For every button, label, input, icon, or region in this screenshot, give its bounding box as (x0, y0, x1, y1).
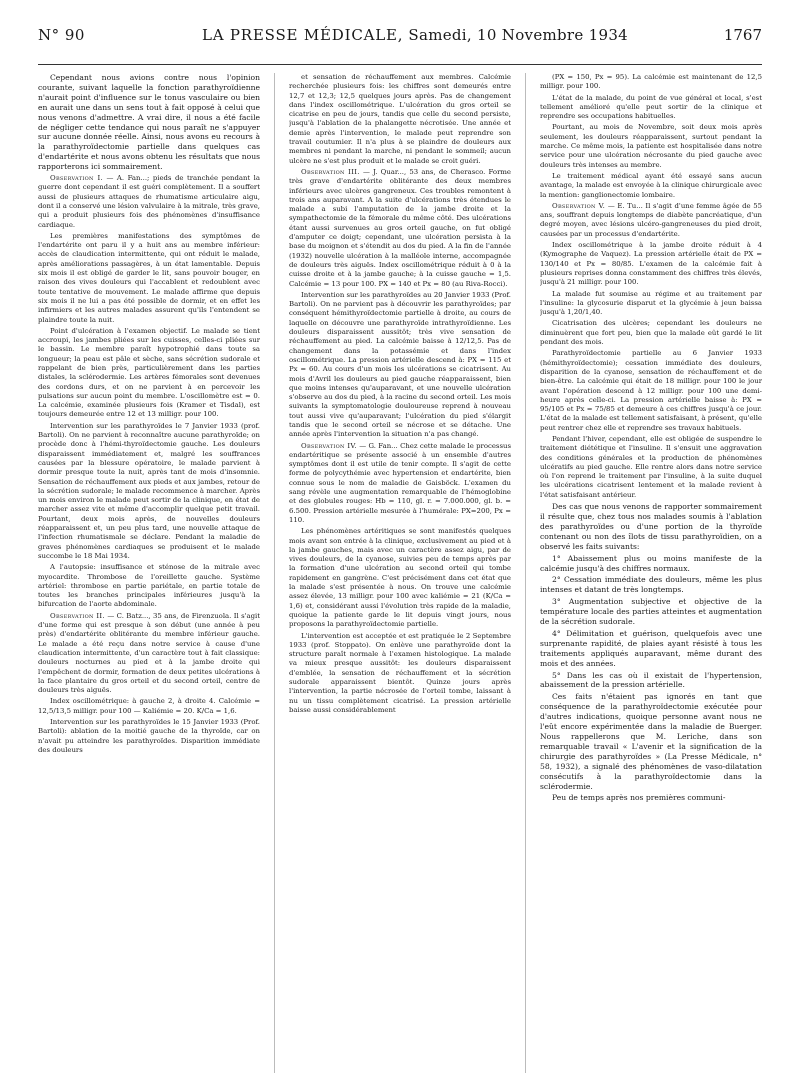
paragraph: Pourtant, au mois de Novembre, soit deux mois après seulement, les douleurs réapparaissent, surtout pendant la marche. Ce même mois, la patiente est hospitalisée dans notre service pour une ulcération nécrosante du pied gauche avec douleurs très intenses au membre. (540, 123, 762, 169)
page-header (38, 26, 762, 60)
list-item: 4° Délimitation et guérison, quelquefois avec une surprenante rapidité, de plaies ayant résisté à tous les traitements appliqués auparavant, même durant des mois et des années. (540, 628, 762, 668)
paragraph: Des cas que nous venons de rapporter sommairement il résulte que, chez tous nos malades soumis à l'ablation des parathyroïdes ou d'une portion de la thyroïde contenant ou non des îlots de tissu parathyroïdien, on a observé les faits suivants: (540, 502, 762, 551)
header-rule (38, 64, 762, 65)
paragraph: Index oscillométrique à la jambe droite réduit à 4 (Kymographe de Vaquez). La pression artérielle était de PX = 130/140 et Px = 80/85. L'examen de la calcémie fait à plusieurs reprises donna constamment des chiffres très élevés, jusqu'à 21 milligr. pour 100. (540, 241, 762, 287)
list-item: 2° Cessation immédiate des douleurs, même les plus intenses et datant de très longtemps. (540, 575, 762, 595)
paragraph: Parathyroïdectomie partielle au 6 Janvier 1933 (hémithyroïdectomie); cessation immédiate des douleurs, disparition de la cyanose, sensation de réchauffement et de bien-être. La calcémie qui était de 18 milligr. pour 100 le jour avant l'opération descend à 12 milligr. pour 100 une demi-heure après celle-ci. La pression artérielle baisse à: PX = 95/105 et Px = 75/85 et demeure à ces chiffres jusqu'à ce jour. L'état de la malade est tellement satisfaisant, à présent, qu'elle peut rentrer chez elle et reprendre ses travaux habituels. (540, 349, 762, 432)
observation-text: — G. Fan... Chez cette malade le processus endartéritique se présente associé à un ensemble d'autres symptômes dont il est utile de tenir compte. Il s'agit de cette forme de polycythémie avec hypertension et endartérite, bien connue sous le nom de maladie de Gaisböck. L'examen du sang révèle une augmentation remarquable de l'hémoglobine et des globules rouges: Hb = 110, gl. r. = 7.000.000, gl. b. = 6.500. Pression artérielle mesurée à l'humérale: PX=200, Px = 110. (289, 441, 511, 524)
observation-label: Observation V. (552, 201, 606, 210)
observation-label: Observation II. (50, 611, 105, 620)
paragraph: Le traitement médical ayant été essayé sans aucun avantage, la malade est envoyée à la clinique chirurgicale avec la mention: ganglionectomie lombaire. (540, 171, 762, 199)
paragraph: Intervention sur les parathyroïdes au 20 Janvier 1933 (Prof. Bartoli). On ne parvient pas à découvrir les parathyroïdes; par conséquent hémithyroïdectomie partielle à droite, au cours de laquelle on découvre une parathyroïde intrathyroïdienne. Les douleurs disparaissent aussitôt; très vive sensation de réchauffement au pied. La calcémie baisse à 12/12,5. Pas de changement dans la potassémie et dans l'index oscillométrique. La pression artérielle descend à: PX = 115 et Px = 60. Au cours d'un mois les ulcérations se cicatrisent. Au mois d'Avril les douleurs au pied gauche réapparaissent, bien que moins intenses qu'auparavant, et une nouvelle ulcération s'observe au dos du pied, à la racine du second orteil. Les mois suivants la symptomatologie douloureuse reprend à nouveau tout aussi vive qu'auparavant; l'ulcération du pied s'élargit tandis que le second orteil se nécrose et se détache. Une année après l'intervention la situation n'a pas changé. (289, 290, 511, 439)
observation-3 (289, 168, 511, 289)
paragraph: L'intervention est acceptée et est pratiquée le 2 Septembre 1933 (prof. Stoppato). On enlève une parathyroïde dont la structure paraît normale à l'examen histologique. La malade va mieux presque aussitôt: les douleurs disparaissent d'emblée, la sensation de réchauffement et la sécrétion sudorale apparaissent bientôt. Quinze jours après l'intervention, la partie nécrosée de l'orteil tombe, laissant à nu un tissu complètement cicatrisé. La pression artérielle baisse aussi considérablement (289, 631, 511, 714)
paragraph: Pendant l'hiver, cependant, elle est obligée de suspendre le traitement diététique et l'insuline. Il s'ensuit une aggravation des conditions générales et la production de phénomènes ulcératifs au pied gauche. Elle rentre alors dans notre service où l'on reprend le traitement par l'insuline, à la suite duquel les ulcérations cicatrisent lentement et la malade revient à l'état satisfaisant antérieur. (540, 434, 762, 499)
page-number: 1767 (723, 26, 762, 44)
paragraph: Intervention sur les parathyroïdes le 15 Janvier 1933 (Prof. Bartoli): ablation de la moitié gauche de la thyroïde, car on n'avait pu atteindre les parathyroïdes. Disparition immédiate des douleurs (38, 717, 260, 754)
column-divider (274, 73, 275, 1073)
column-divider (525, 73, 526, 1073)
observation-text: — A. Fan...; pieds de tranchée pendant la guerre dont cependant il est guéri complètement. Il a souffert aussi de plusieurs attaques de rhumatisme articulaire aigu, dont il a conservé une lésion valvulaire à la mitrale, très grave, qui a produit plusieurs fois des phénomènes d'insuffisance cardiaque. (38, 174, 260, 229)
paragraph: Ces faits n'étaient pas ignorés en tant que conséquence de la parathyroïdectomie exécutée pour d'autres indications, quoique personne avant nous ne l'eût encore expérimentée dans la maladie de Buerger. Nous rappellerons que M. Leriche, dans son remarquable travail « L'avenir et la signification de la chirurgie des parathyroïdes » (La Presse Médicale, n° 58, 1932), a signalé des phénomènes de vaso-dilatation consécutifs à la parathyroïdectomie dans la sclérodermie. (540, 692, 762, 791)
observation-2 (38, 612, 260, 696)
list-item: 3° Augmentation subjective et objective de la température locale des parties atteintes et augmentation de la sécrétion sudorale. (540, 597, 762, 627)
paragraph: L'état de la malade, du point de vue général et local, s'est tellement amélioré qu'elle peut sortir de la clinique et reprendre ses occupations habituelles. (540, 93, 762, 121)
column-3 (540, 73, 762, 1073)
observation-1 (38, 174, 260, 230)
observation-5 (540, 202, 762, 239)
paragraph: Intervention sur les parathyroïdes le 7 Janvier 1933 (prof. Bartoli). On ne parvient à reconnaître aucune parathyroïde; on procède donc à l'hémi-thyroïdectomie gauche. Les douleurs disparaissent immédiatement et, malgré les souffrances causées par la blessure opératoire, le malade parvient à dormir presque toute la nuit, après tant de mois d'insomnie. Sensation de réchauffement aux pieds et aux jambes, retour de la sécrétion sudorale; le malade recommence à marcher. Après un mois environ le malade peut sortir de la clinique, en état de marcher assez vite et même d'accomplir quelque petit travail. Pourtant, deux mois après, de nouvelles douleurs réapparaissent et, un peu plus tard, une nouvelle attaque de l'infection rhumatismale se déclare. Pendant la maladie de graves phénomènes cardiaques se produisent et le malade succombe le 18 Mai 1934. (38, 421, 260, 560)
observation-label: Observation I. (50, 174, 103, 183)
paragraph: Peu de temps après nos premières communi- (552, 793, 726, 803)
paragraph: Cependant nous avions contre nous l'opinion courante, suivant laquelle la fonction parathyroïdienne n'aurait point d'influence sur le tonus vasculaire ou bien en aurait une dans un sens tout à fait opposé à celui que nous venons d'admettre. A vrai dire, il nous a été facile de négliger cette tendance qui nous paraît ne s'appuyer sur aucune donnée réelle. Ainsi, nous avons eu recours à la parathyroïdectomie partielle dans quelques cas d'endartérite et nous avons obtenu les résultats que nous rapporterons ici sommairement. (38, 73, 260, 172)
paragraph: Point d'ulcération à l'examen objectif. Le malade se tient accroupi, les jambes pliées sur les cuisses, celles-ci pliées sur le bassin. Le membre paraît hypotrophié dans toute sa longueur; la peau est pâle et sèche, sans sécrétion sudorale et rappelant de bien près, particulièrement dans les parties distales, la sclérodermie. Les artères fémorales sont devenues des cordons durs, et on ne parvient à en percevoir les pulsations sur aucun point du membre. L'oscillomètre est = 0. La calcémie, examinée plusieurs fois (Kramer et Tisdal), est toujours demeurée entre 12 et 13 milligr. pour 100. (38, 326, 260, 419)
issue-date: Samedi, 10 Novembre 1934 (408, 26, 629, 44)
observation-text: — J. Quar..., 53 ans, de Cherasco. Forme très grave d'endartérite oblitérante des deux membres inférieurs avec ulcères gangreneux. Ces troubles remontent à trois ans auparavant. A la suite d'ulcérations très étendues le malade a subi l'amputation de la jambe droite et la sympathectomie de la fémorale du même côté. Des ulcérations étant aussi survenues au gros orteil gauche, on fut obligé d'amputer ce doigt; cependant, une ulcération persista à la base du moignon et s'étendit au dos du pied. A la fin de l'année (1932) nouvelle ulcération à la malléole interne, accompagnée de douleurs très aiguës. Index oscillométrique réduit à 0 à la cuisse droite et à la jambe gauche; à la cuisse gauche = 1,5. Calcémie = 13 pour 100. PX = 140 et Px = 80 (au Riva-Rocci). (289, 167, 511, 288)
journal-title-line (128, 26, 702, 44)
paragraph: Les premières manifestations des symptômes de l'endartérite ont paru il y a huit ans au membre inférieur: accès de claudication intermittente, qui ont réduit le malade, après améliorations passagères, à un état lamentable. Depuis six mois il est obligé de garder le lit, sans pouvoir bouger, en raison des vives douleurs qui l'accablent et redoublent avec toute tentative de mouvement. Le malade affirme que depuis six mois il ne lui a pas été possible de dormir, et en effet les infirmiers et les autres malades assurent qu'ils l'entendent se plaindre toute la nuit. (38, 231, 260, 324)
article-columns (38, 73, 762, 1073)
observation-text: — E. Tu... Il s'agit d'une femme âgée de 55 ans, souffrant depuis longtemps de diabète pancréatique, d'un degré moyen, avec lésions ulcéro-gangreneuses du pied droit, causées par un processus d'endartérite. (540, 201, 762, 238)
observation-label: Observation III. (301, 167, 360, 176)
observation-text: — C. Batz..., 35 ans, de Firenzuola. Il s'agit d'une forme qui est presque à son début (une année à peu près) d'endartérite oblitérante du membre inférieur gauche. Le malade a été reçu dans notre service à cause d'une claudication intermittente, d'un caractère tout à fait classique: douleurs nocturnes au pied et à la jambe droite qui l'empêchent de dormir, formation de deux petites ulcérations à la face plantaire du gros orteil et du second orteil, centre de douleurs très aiguës. (38, 611, 260, 695)
journal-name: LA PRESSE MÉDICALE, (201, 26, 404, 44)
paragraph: La malade fut soumise au régime et au traitement par l'insuline: la glycosurie disparut et la glycémie à jeun baissa jusqu'à 1,20/1,40. (540, 289, 762, 317)
paragraph: (PX = 150, Px = 95). La calcémie est maintenant de 12,5 milligr. pour 100. (540, 73, 762, 91)
observation-4 (289, 442, 511, 526)
paragraph: Cicatrisation des ulcères; cependant les douleurs ne diminuèrent que fort peu, bien que la malade eût gardé le lit pendant des mois. (540, 319, 762, 347)
list-item: 5° Dans les cas où il existait de l'hypertension, abaissement de la pression artérielle. (540, 670, 762, 690)
paragraph: A l'autopsie: insuffisance et sténose de la mitrale avec myocardite. Thrombose de l'oreillette gauche. Système artériel: thrombose en partie pariétale, en partie totale de toutes les branches principales inférieures jusqu'à la bifurcation de l'aorte abdominale. (38, 563, 260, 609)
list-item: 1° Abaissement plus ou moins manifeste de la calcémie jusqu'à des chiffres normaux. (540, 553, 762, 573)
issue-number: N° 90 (38, 26, 85, 44)
column-2 (289, 73, 511, 1073)
paragraph: Index oscillométrique: à gauche 2, à droite 4. Calcémie = 12,5/13,5 milligr. pour 100 — Kaliémie = 20. K/Ca = 1,6. (38, 697, 260, 715)
paragraph: et sensation de réchauffement aux membres. Calcémie recherchée plusieurs fois: les chiffres sont demeurés entre 12,7 et 12,3; 12,5 quelques jours après. Pas de changement dans l'index oscillométrique. L'ulcération du gros orteil se cicatrise en peu de jours, tandis que celle du second persiste, jusqu'à l'ablation de la phalangette nécrotisée. Une année et demie après l'intervention, le malade peut reprendre son travail coutumier. Il n'a plus à se plaindre de douleurs aux membres ni pendant la marche, ni pendant le sommeil; aucun ulcère ne s'est plus produit et le malade se croit guéri. (289, 73, 511, 165)
column-1 (38, 73, 260, 1073)
paragraph: Les phénomènes artéritiques se sont manifestés quelques mois avant son entrée à la clinique, exclusivement au pied et à la jambe gauches, mais avec un caractère assez aigu, par de vives douleurs, de la cyanose, suivies peu de temps après par la formation d'une ulcération au second orteil qui tombe rapidement en gangrène. C'est précisément dans cet état que la malade s'est présentée à nous. On trouve une calcémie assez élevée, 13 milligr. pour 100 avec kaliémie = 21 (K/Ca = 1,6) et, considérant aussi l'évolution très rapide de la maladie, quoique la patiente garde le lit depuis vingt jours, nous proposons la parathyroïdectomie partielle. (289, 527, 511, 629)
observation-label: Observation IV. (301, 441, 357, 450)
